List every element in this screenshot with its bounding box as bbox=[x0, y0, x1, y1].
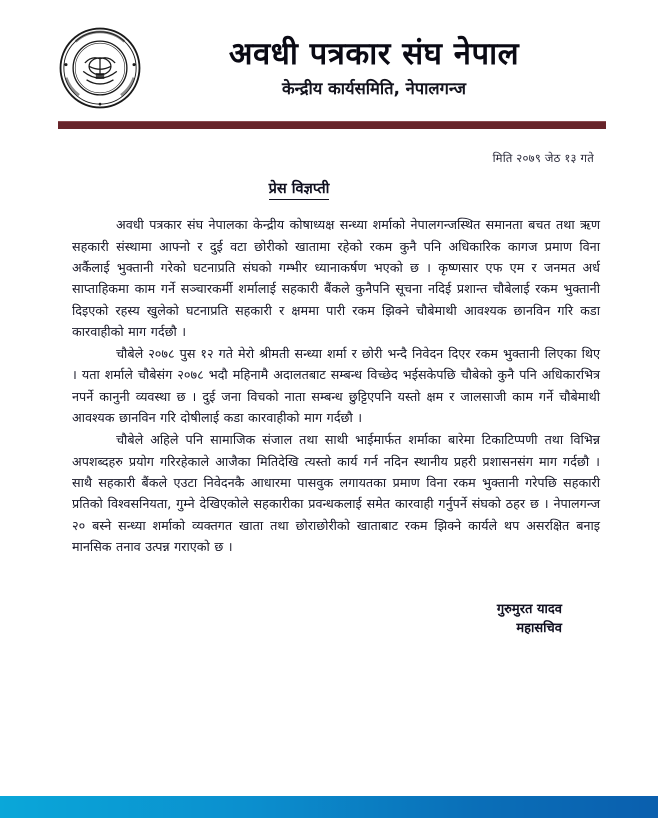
organization-identity bbox=[156, 37, 628, 99]
signatory-name: गुरुमुरत यादव bbox=[496, 602, 562, 618]
signatory-title: महासचिव bbox=[516, 620, 562, 636]
paragraph: चौबेले अहिले पनि सामाजिक संजाल तथा साथी भाईमार्फत शर्माका बारेमा टिकाटिप्पणी तथा विभिन्न अपशब्दहरु प्रयोग गरिरहेकाले आजैका मितिदेखि त्यस्तो कार्य गर्न नदिन स्थानीय प्रहरी प्रशासनसंग माग गर्दछौ । साथै सहकारी बैंकले एउटा निवेदनकै आधारमा पासवुक लगायतका प्रमाण विना रकम भुक्तानी गरेपछि सहकारी प्रतिको विश्वसनियता, गुम्ने देखिएकोले सहकारीका प्रवन्धकलाई समेत कारवाही गर्नुपर्ने संघको ठहर छ । नेपालगन्ज २० बस्ने सन्ध्या शर्माको व्यक्तगत खाता तथा छोराछोरीको खाताबाट रकम झिक्ने कार्यले थप असरक्षित बनाइ मानसिक तनाव उत्पन्न गराएको छ । bbox=[72, 432, 600, 554]
paragraph: चौबेले २०७८ पुस १२ गते मेरो श्रीमती सन्ध्या शर्मा र छोरी भन्दै निवेदन दिएर रकम भुक्तानी लिएका थिए । यता शर्माले चौबेसंग २०७८ भदौ महिनामै अदालतबाट सम्बन्ध विच्छेद भईसकेपछि चौबेको कुनै पनि अधिकारभित्र नपर्ने कानुनी व्यवस्था छ । दुई जना विचको नाता सम्बन्ध छुट्टिएपनि यस्तो क्षम र जालसाजी काम गर्ने चौबेमाथी आवश्यक छानविन गरि दोषीलाई कडा कारवाहीको माग गर्दछौ । bbox=[72, 346, 600, 426]
page-title: प्रेस विज्ञप्ती bbox=[269, 181, 330, 200]
footer-accent-bar bbox=[0, 796, 658, 818]
signature-block bbox=[0, 601, 562, 639]
date-line: मिति २०७९ जेठ १३ गते bbox=[492, 151, 594, 165]
title-container bbox=[0, 178, 658, 200]
document-body bbox=[72, 214, 600, 557]
paragraph: अवधी पत्रकार संघ नेपालका केन्द्रीय कोषाध्यक्ष सन्ध्या शर्माको नेपालगन्जस्थित समानता बचत तथा ऋण सहकारी संस्थामा आफ्नो र दुई वटा छोरीको खातामा रहेको रकम कुनै पनि अधिकारिक कागज प्रमाण विना अर्कैलाई भुक्तानी गरेको घटनाप्रति संघको गम्भीर ध्यानाकर्षण भएको छ । कृष्णसार एफ एम र जनमत अर्ध साप्ताहिकमा काम गर्ने सञ्चारकर्मी शर्मालाई सहकारी बैंकले कुनैपनि सूचना नदिई प्रशान्त चौबेलाई रकम भुक्तानी दिइएको रहस्य खुलेको घटनाप्रति सहकारी र क्षममा पारी रकम झिक्ने चौबेमाथी आवश्यक छानविन गरि कडा कारवाहीको माग गर्दछौ । bbox=[72, 217, 600, 339]
organization-subtitle: केन्द्रीय कार्यसमिति, नेपालगन्ज bbox=[281, 79, 467, 99]
letterhead-divider bbox=[58, 121, 606, 129]
letterhead bbox=[0, 0, 658, 110]
organization-seal-icon bbox=[58, 26, 142, 110]
organization-name: अवधी पत्रकार संघ नेपाल bbox=[228, 35, 520, 72]
